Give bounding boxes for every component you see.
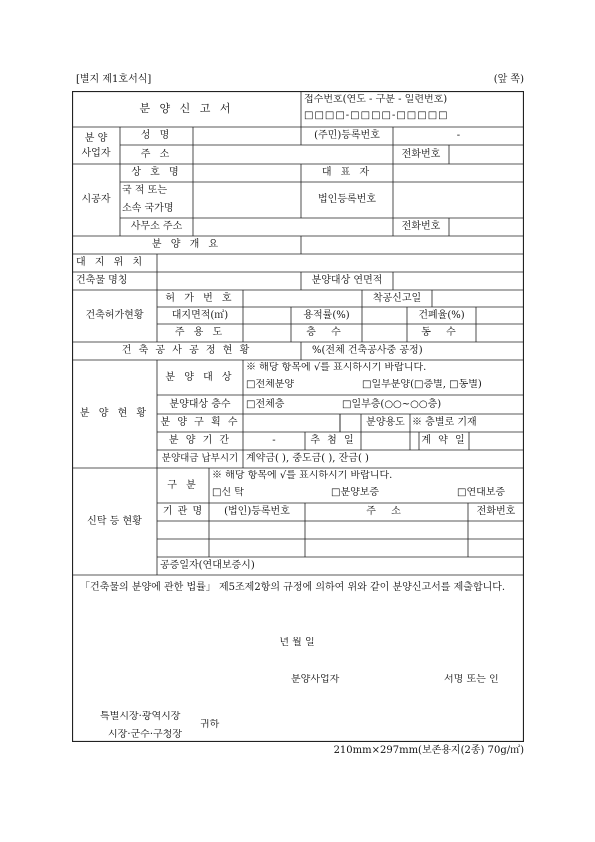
agency-name-label: 기 관 명: [162, 506, 204, 517]
start-date-label: 착공신고일: [372, 292, 422, 304]
floor-area-label: 분양대상 연면적: [311, 275, 383, 286]
payment-timing-label: 분양대금 납부시기: [161, 453, 239, 464]
agency-name-field-1[interactable]: [157, 521, 209, 539]
seller-reg-no-field[interactable]: -: [456, 130, 461, 141]
site-location-label: 대 지 위 치: [76, 257, 146, 268]
sale-group-label: 분 양 현 황: [79, 408, 150, 419]
builder-corp-reg-field[interactable]: [393, 182, 524, 218]
floors-label: 층 수: [306, 327, 347, 338]
permit-number-label: 허 가 번 호: [165, 292, 235, 304]
sale-target-note: ※ 해당 항목에 √를 표시하시기 바랍니다.: [246, 362, 427, 373]
bcr-label: 건폐율(%): [418, 309, 465, 321]
page-side-label: (앞 쪽): [493, 74, 524, 85]
sale-use-note: ※ 층별로 기재: [412, 417, 477, 428]
sale-period-label: 분 양 기 간: [168, 435, 232, 446]
joint-guarantee-checkbox[interactable]: □연대보증: [457, 487, 506, 498]
notary-date-label: 공증일자(연대보증시): [160, 560, 255, 571]
seller-group-label: 분 양 사업자: [81, 132, 111, 159]
permit-number-field[interactable]: [243, 290, 362, 307]
seller-address-label: 주 소: [140, 148, 173, 160]
contract-date-label: 계 약 일: [421, 435, 467, 446]
builder-corp-reg-label: 법인등록번호: [318, 194, 376, 205]
signature-field[interactable]: 서명 또는 인: [444, 674, 499, 685]
buildings-field[interactable]: [476, 324, 524, 342]
sale-period-field[interactable]: -: [272, 435, 276, 446]
floor-area-field[interactable]: [393, 272, 524, 290]
recipient-suffix: 귀하: [200, 719, 220, 730]
floors-field[interactable]: [362, 324, 407, 342]
builder-group-label: 시공자: [81, 194, 111, 205]
receipt-number-boxes[interactable]: □□□□-□□□□-□□□□□: [304, 110, 449, 121]
agency-address-label: 주 소: [366, 506, 407, 517]
builder-nationality-label: 국 적 또는 소속 국가명: [122, 185, 174, 214]
site-area-field[interactable]: [243, 307, 291, 324]
statement-text: 「건축물의 분양에 관한 법률」 제5조제2항의 규정에 의하여 위와 같이 분양신고서를 제출합니다.: [80, 582, 506, 593]
trust-type-label: 구 분: [167, 479, 199, 491]
buildings-label: 동 수: [421, 327, 462, 338]
builder-nationality-field[interactable]: [193, 182, 301, 218]
start-date-field[interactable]: [432, 290, 524, 307]
sale-units-field[interactable]: [243, 414, 340, 432]
submit-date[interactable]: 년 월 일: [279, 637, 315, 648]
recipient-line-1: 특별시장·광역시장: [100, 711, 181, 722]
builder-phone-label: 전화번호: [401, 221, 441, 232]
sale-all-checkbox[interactable]: □전체분양: [246, 379, 295, 390]
paper-spec: 210mm×297mm(보존용지(2종) 70g/㎡): [333, 745, 524, 756]
sale-use-label: 분양용도: [366, 417, 405, 428]
progress-field[interactable]: %(전체 건축공사중 공정): [312, 345, 423, 356]
guarantee-checkbox[interactable]: □분양보증: [331, 487, 380, 498]
form-number: [별지 제1호서식]: [76, 74, 152, 85]
far-label: 용적률(%): [303, 309, 350, 321]
seller-name-label: 성 명: [140, 130, 173, 141]
payment-timing-field[interactable]: 계약금( ), 중도금( ), 잔금( ): [246, 453, 369, 464]
building-name-label: 건축물 명칭: [76, 275, 128, 286]
sale-partial-checkbox[interactable]: □일부분양(□층별, □동별): [362, 379, 482, 390]
builder-phone-field[interactable]: [449, 218, 524, 236]
sale-floors-label: 분양대상 층수: [169, 398, 231, 410]
receipt-number-label: 접수번호(연도 - 구분 - 일련번호): [304, 94, 448, 105]
builder-trade-name-field[interactable]: [193, 164, 301, 182]
site-area-label: 대지면적(㎡): [171, 309, 229, 321]
agency-phone-label: 전화번호: [476, 506, 516, 517]
all-floors-checkbox[interactable]: □전체층: [246, 398, 285, 410]
bcr-field[interactable]: [476, 307, 524, 324]
trust-group-label: 신탁 등 현황: [87, 515, 142, 527]
agency-reg-no-label: (법인)등록번호: [224, 506, 290, 517]
some-floors-checkbox[interactable]: □일부층(○○~○○층): [342, 398, 442, 410]
agency-name-field-2[interactable]: [157, 539, 209, 557]
building-name-field[interactable]: [157, 272, 301, 290]
sale-units-label: 분 양 구 획 수: [160, 417, 240, 428]
site-location-field[interactable]: [157, 254, 524, 272]
builder-office-address-field[interactable]: [193, 218, 393, 236]
builder-office-address-label: 사무소 주소: [130, 221, 183, 232]
trust-checkbox[interactable]: □신 탁: [212, 487, 244, 498]
lottery-date-label: 추 첨 일: [310, 435, 356, 446]
seller-phone-label: 전화번호: [401, 148, 441, 160]
main-use-label: 주 용 도: [174, 327, 226, 338]
overview-heading: 분 양 개 요: [151, 239, 222, 250]
far-field[interactable]: [362, 307, 407, 324]
main-use-field[interactable]: [243, 324, 291, 342]
sale-target-label: 분 양 대 상: [165, 371, 235, 383]
report-form: [72, 91, 524, 742]
seller-name-field[interactable]: [193, 127, 301, 145]
seller-reg-no-label: (주민)등록번호: [314, 130, 380, 141]
progress-label: 건 축 공 사 공 정 현 황: [121, 345, 252, 356]
builder-ceo-label: 대 표 자: [321, 167, 373, 178]
contract-date-field[interactable]: [469, 432, 524, 450]
builder-ceo-field[interactable]: [393, 164, 524, 182]
seller-phone-field[interactable]: [449, 145, 524, 164]
form-title: 분 양 신 고 서: [139, 102, 234, 115]
trust-type-note: ※ 해당 항목에 √를 표시하시기 바랍니다.: [212, 470, 393, 481]
applicant-label: 분양사업자: [291, 674, 340, 685]
lottery-date-field[interactable]: [361, 432, 419, 450]
seller-address-field[interactable]: [193, 145, 393, 164]
recipient-line-2: 시장·군수·구청장: [108, 729, 182, 740]
builder-trade-name-label: 상 호 명: [131, 167, 182, 178]
permit-group-label: 건축허가현황: [85, 310, 144, 321]
